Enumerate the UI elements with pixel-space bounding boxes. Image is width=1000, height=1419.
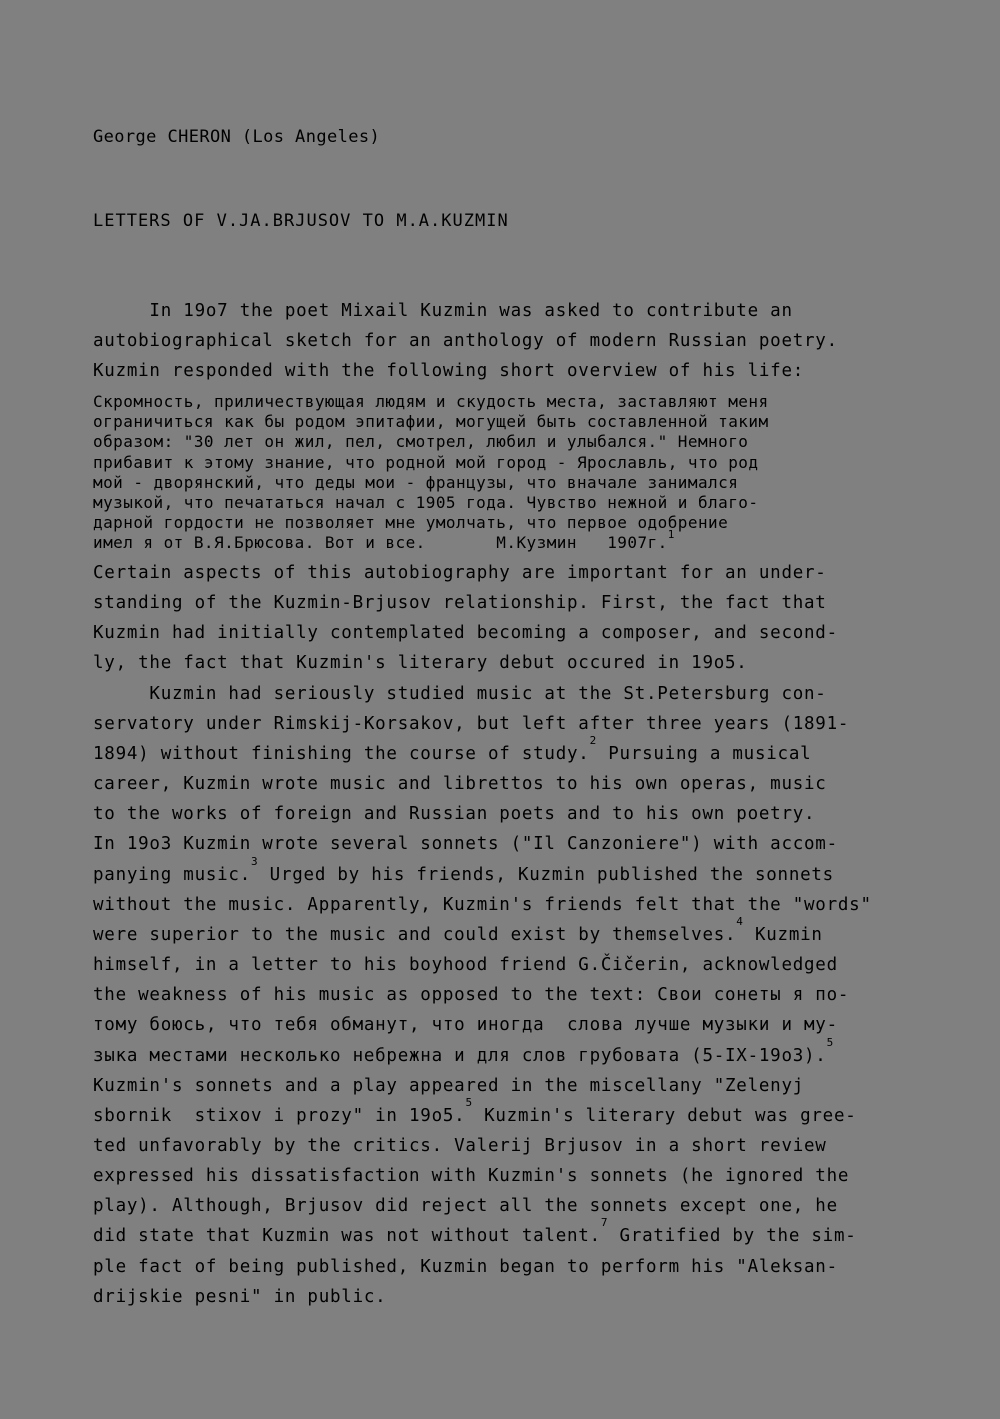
line-text: were superior to the music and could exist by themselves. [93, 924, 737, 945]
text-line: to the works of foreign and Russian poets and to his own poetry. [93, 804, 816, 825]
line-text: panying music. [93, 864, 252, 885]
text-line: himself, in a letter to his boyhood friend G.Čičerin, acknowledged [93, 955, 838, 976]
text-line: autobiographical sketch for an anthology of modern Russian poetry. [93, 331, 838, 351]
quote-line: мой - дворянский, что деды мои - французы, что вначале занимался [93, 472, 739, 492]
footnote-marker: 4 [736, 914, 744, 928]
quote-line: образом: "30 лет он жил, пел, смотрел, любил и улыбался." Немного [93, 432, 749, 452]
text-line: тому боюсь, что тебя обманут, что иногда слова лучше музыки и му- [93, 1015, 838, 1036]
text-line: the weakness of his music as opposed to the text: Свои сонеты я по- [93, 985, 850, 1006]
text-line: Kuzmin responded with the following short overview of his life: [93, 361, 805, 381]
text-line: career, Kuzmin wrote music and librettos to his own operas, music [93, 774, 827, 795]
text-line [93, 1035, 872, 1071]
footnote-marker: 1 [667, 528, 675, 542]
quote-line-text: имел я от В.Я.Брюсова. Вот и все. М.Кузмин 1907г. [93, 533, 668, 553]
text-line: servatory under Rimskij-Korsakov, but left after three years (1891- [93, 713, 850, 734]
footnote-marker: 7 [600, 1216, 609, 1230]
text-line: Certain aspects of this autobiography are important for an under- [93, 563, 827, 583]
text-line: standing of the Kuzmin-Brjusov relationship. First, the fact that [93, 593, 827, 614]
quote-line: музыкой, что печататься начал с 1905 года. Чувство нежной и благо- [93, 493, 759, 513]
quote-line: ограничиться как бы родом эпитафии, могущей быть составленной таким [93, 412, 769, 432]
footnote-marker: 2 [589, 733, 597, 747]
article-title: LETTERS OF V.JA.BRJUSOV TO M.A.KUZMIN [93, 211, 509, 231]
line-text: Kuzmin [743, 924, 823, 945]
text-line: play). Although, Brjusov did reject all the sonnets except one, he [93, 1196, 838, 1217]
quote-line: Скромность, приличествующая людям и скудость места, заставляют меня [93, 392, 769, 411]
body-text [93, 558, 872, 1312]
footnote-marker: 3 [251, 854, 259, 868]
text-line: ple fact of being published, Kuzmin began to perform his "Aleksan- [93, 1256, 838, 1277]
author-line: George CHERON (Los Angeles) [93, 127, 381, 147]
line-text: Kuzmin's literary debut was gree- [472, 1105, 857, 1126]
quote-line: дарной гордости не позволяет мне умолчать, что первое одобрение [93, 513, 729, 533]
line-text: 1894) without finishing the course of study. [93, 743, 590, 764]
text-line: Kuzmin had initially contemplated becoming a composer, and second- [93, 623, 838, 644]
footnote-marker: 5 [826, 1035, 834, 1049]
text-line: In 19o3 Kuzmin wrote several sonnets ("Il Canzoniere") with accom- [93, 834, 838, 855]
text-line: expressed his dissatisfaction with Kuzmin's sonnets (he ignored the [93, 1166, 850, 1187]
quote-line: прибавит к этому знание, что родной мой город - Ярославль, что род [93, 452, 759, 472]
text-line: ly, the fact that Kuzmin's literary debut occured in 19o5. [93, 653, 748, 674]
line-text: Pursuing a musical [596, 743, 812, 764]
text-line [93, 733, 872, 769]
line-text: sbornik stixov i prozy" in 19o5. [93, 1105, 466, 1126]
text-line [93, 1216, 872, 1251]
text-line [93, 1095, 872, 1131]
line-text: did state that Kuzmin was not without talent. [93, 1226, 601, 1247]
line-text: Urged by his friends, Kuzmin published the sonnets [258, 864, 834, 885]
text-line [93, 854, 872, 890]
text-line: drijskie pesni" in public. [93, 1286, 387, 1307]
intro-paragraph [93, 296, 838, 386]
text-line: Kuzmin had seriously studied music at the St.Petersburg con- [93, 683, 827, 704]
line-text: Gratified by the sim- [608, 1226, 857, 1247]
russian-quote [93, 392, 769, 554]
line-text: зыка местами несколько небрежна и для слов грубовата (5-IX-19o3). [93, 1045, 827, 1066]
text-line [93, 914, 872, 950]
text-line: without the music. Apparently, Kuzmin's friends felt that the "words" [93, 894, 872, 915]
footnote-marker: 5 [465, 1095, 473, 1109]
text-line: Kuzmin's sonnets and a play appeared in the miscellany "Zelenyj [93, 1075, 805, 1096]
quote-line [93, 528, 769, 553]
text-line: In 19o7 the poet Mixail Kuzmin was asked to contribute an [93, 301, 793, 321]
text-line: ted unfavorably by the critics. Valerij Brjusov in a short review [93, 1135, 827, 1156]
